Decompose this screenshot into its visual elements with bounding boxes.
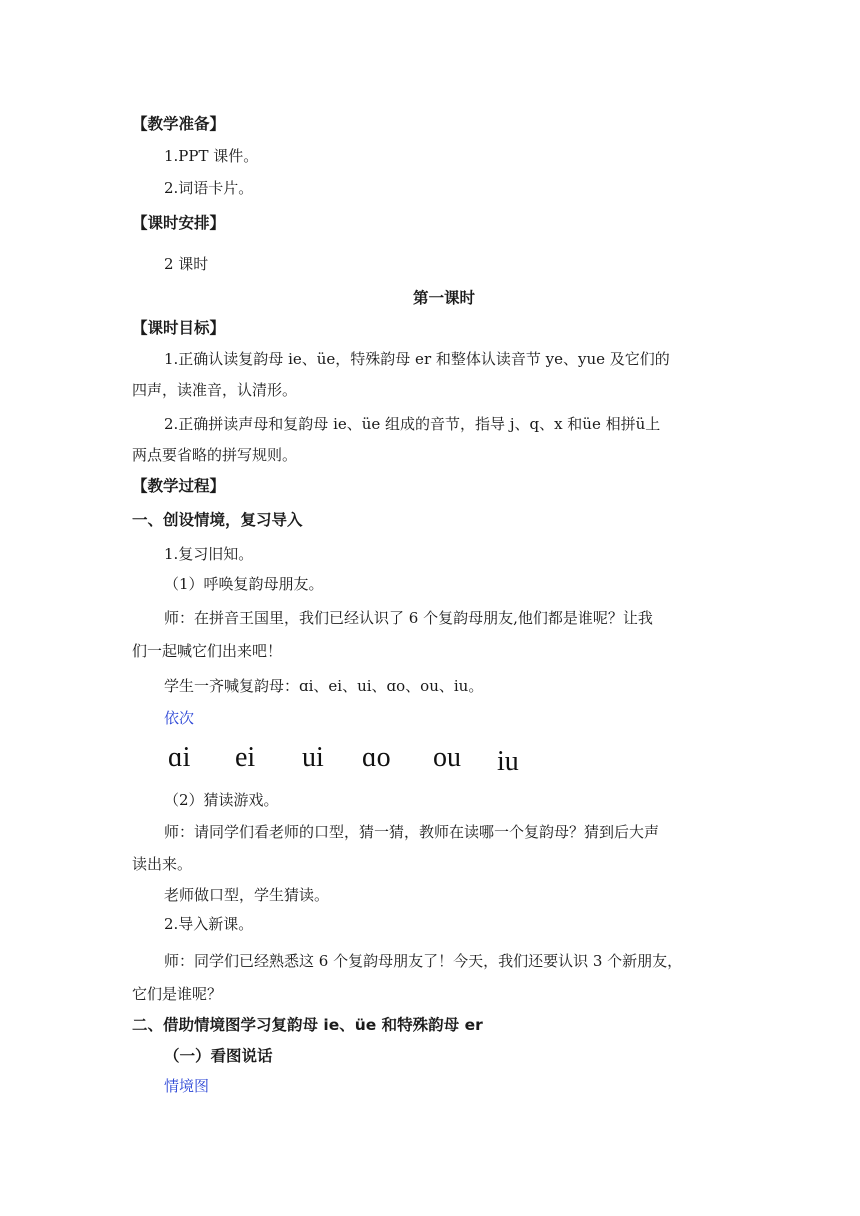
lesson1-title: 第一课时: [413, 289, 476, 307]
goal-2-line-a: 2.正确拼读声母和复韵母 ie、üe 组成的音节，指导 j、q、x 和üe 相拼ü上: [164, 415, 661, 433]
link-qingjing[interactable]: 情境图: [164, 1077, 210, 1095]
teacher-line-3a: 师：同学们已经熟悉这 6 个复韵母朋友了！今天，我们还要认识 3 个新朋友，: [164, 952, 683, 970]
prep-heading: 【教学准备】: [132, 115, 226, 133]
pinyin-ei: ei: [235, 742, 256, 773]
step-1-1: 1.复习旧知。: [164, 545, 254, 563]
goal-1-line-b: 四声，读准音，认清形。: [132, 381, 298, 399]
teacher-do: 老师做口型，学生猜读。: [164, 886, 330, 904]
step-1-1-2: （2）猜读游戏。: [164, 791, 279, 809]
goal-2-line-b: 两点要省略的拼写规则。: [132, 446, 298, 464]
section-1-title: 一、创设情境，复习导入: [132, 511, 303, 529]
teacher-line-2b: 读出来。: [132, 855, 193, 873]
process-heading: 【教学过程】: [132, 477, 226, 495]
goal-heading: 【课时目标】: [132, 319, 226, 337]
pinyin-ai: ɑi: [168, 742, 191, 773]
teacher-line-1b: 们一起喊它们出来吧！: [132, 642, 283, 660]
goal-1-line-a: 1.正确认读复韵母 ie、üe，特殊韵母 er 和整体认读音节 ye、yue 及它们的: [164, 350, 670, 368]
prep-item-1: 1.PPT 课件。: [164, 147, 259, 165]
teacher-line-3b: 它们是谁呢？: [132, 985, 223, 1003]
pinyin-ou: ou: [433, 742, 461, 773]
teacher-line-1a: 师：在拼音王国里，我们已经认识了 6 个复韵母朋友,他们都是谁呢？让我: [164, 609, 653, 627]
link-yici[interactable]: 依次: [164, 709, 195, 727]
teacher-line-2a: 师：请同学们看老师的口型，猜一猜，教师在读哪一个复韵母？猜到后大声: [164, 823, 660, 841]
pinyin-ui: ui: [302, 742, 324, 773]
step-1-2: 2.导入新课。: [164, 915, 254, 933]
schedule-text: 2 课时: [164, 255, 209, 273]
prep-item-2: 2.词语卡片。: [164, 179, 254, 197]
section-2-sub-1: （一）看图说话: [164, 1047, 273, 1065]
pinyin-ao: ɑo: [362, 742, 391, 773]
schedule-heading: 【课时安排】: [132, 214, 226, 232]
section-2-title: 二、借助情境图学习复韵母 ie、üe 和特殊韵母 er: [132, 1016, 483, 1034]
students-line-1: 学生一齐喊复韵母：ɑi、ei、ui、ɑo、ou、iu。: [164, 677, 484, 695]
step-1-1-1: （1）呼唤复韵母朋友。: [164, 575, 324, 593]
pinyin-iu: iu: [497, 746, 519, 777]
